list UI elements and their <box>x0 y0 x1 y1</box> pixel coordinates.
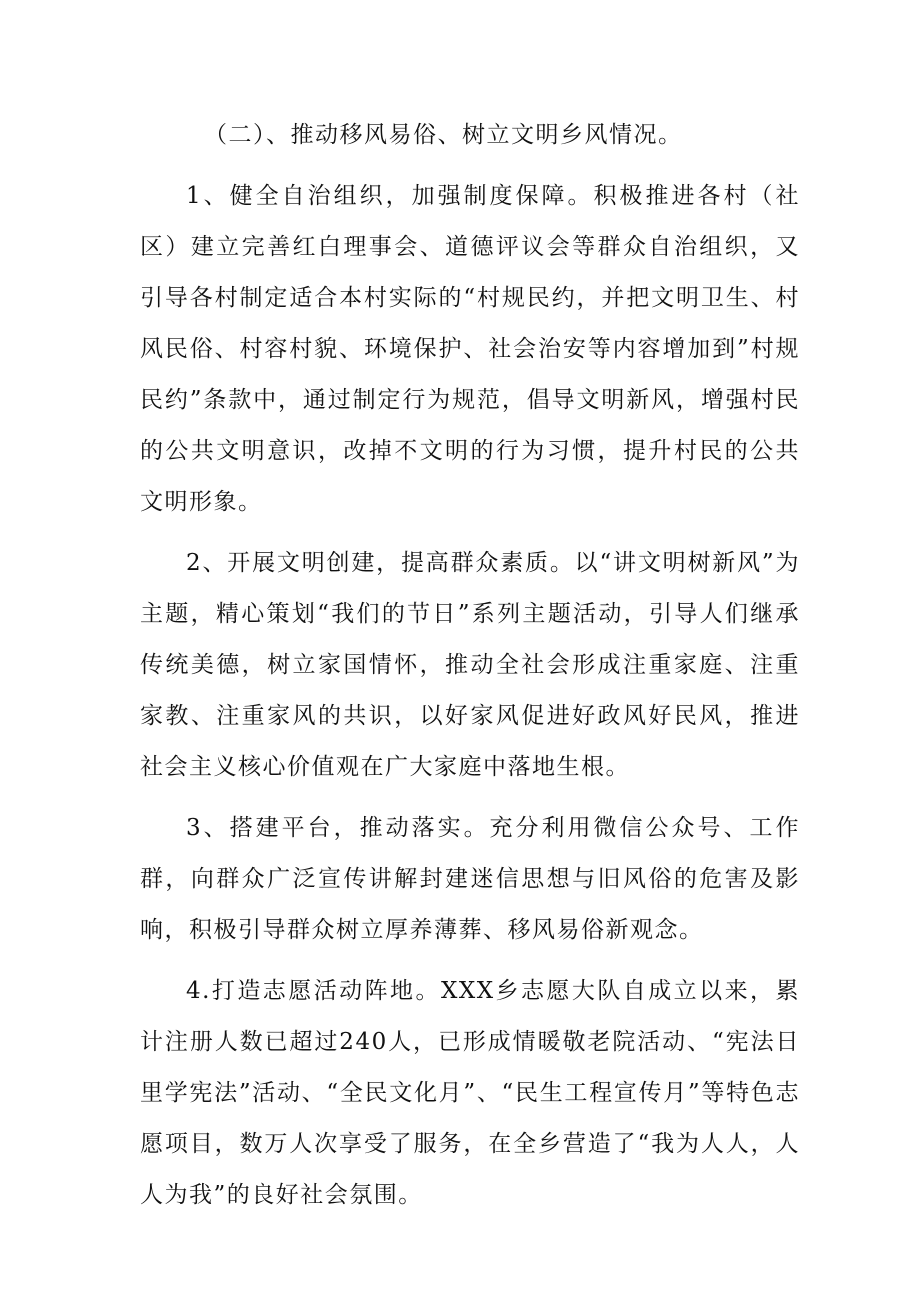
spacer <box>140 528 800 538</box>
spacer <box>140 793 800 803</box>
section-heading: （二）、推动移风易俗、树立文明乡风情况。 <box>204 122 683 148</box>
spacer <box>140 161 800 171</box>
document-body <box>140 110 800 1221</box>
paragraph-1: 1、健全自治组织，加强制度保障。积极推进各村（社区）建立完善红白理事会、道德评议会等群众自治组织，又引导各村制定适合本村实际的“村规民约，并把文明卫生、村风民俗、村容村貌、环境保护、社会治安等内容增加到”村规民约”条款中，通过制定行为规范，倡导文明新风，增强村民的公共文明意识，改掉不文明的行为习惯，提升村民的公共文明形象。 <box>140 183 800 515</box>
paragraph-2: 2、开展文明创建，提高群众素质。以“讲文明树新风”为主题，精心策划“我们的节日”系列主题活动，引导人们继承传统美德，树立家国情怀，推动全社会形成注重家庭、注重家教、注重家风的共识，以好家风促进好政风好民风，推进社会主义核心价值观在广大家庭中落地生根。 <box>140 550 800 780</box>
spacer <box>140 956 800 966</box>
paragraph-4: 4.打造志愿活动阵地。XXX乡志愿大队自成立以来，累计注册人数已超过240人，已形成情暖敬老院活动、“宪法日里学宪法”活动、“全民文化月”、“民生工程宣传月”等特色志愿项目，数万人次享受了服务，在全乡营造了“我为人人，人人为我”的良好社会氛围。 <box>140 978 800 1208</box>
paragraph-3: 3、搭建平台，推动落实。充分利用微信公众号、工作群，向群众广泛宣传讲解封建迷信思想与旧风俗的危害及影响，积极引导群众树立厚养薄葬、移风易俗新观念。 <box>140 815 800 943</box>
